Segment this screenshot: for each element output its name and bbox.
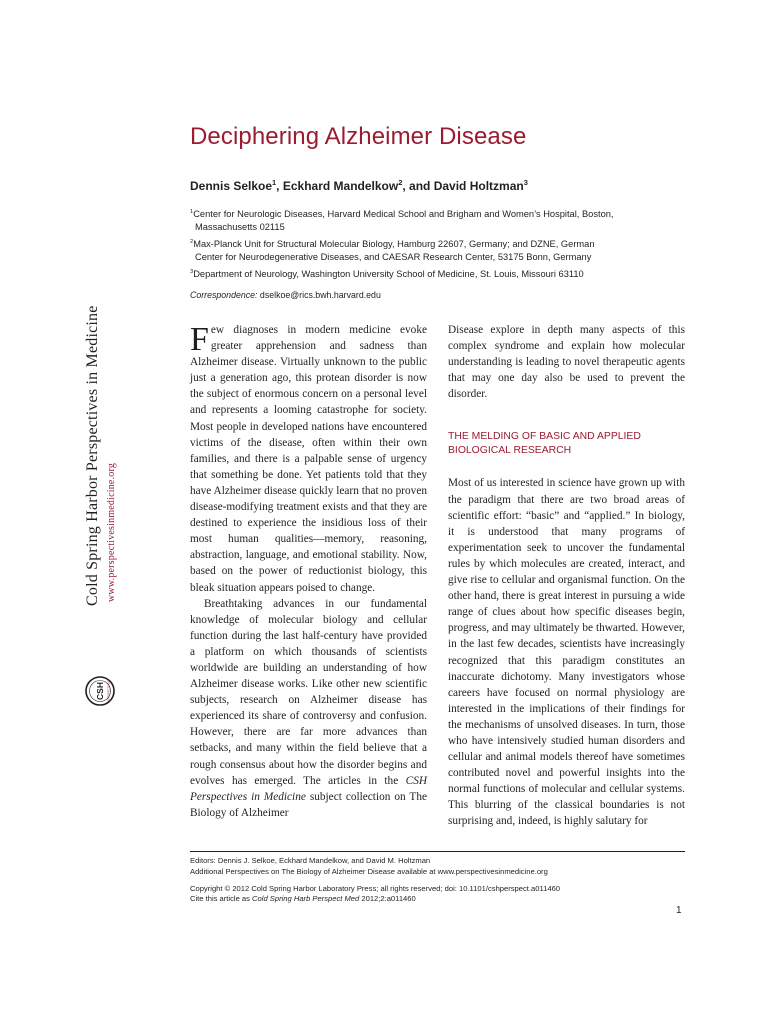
editors-note: Editors: Dennis J. Selkoe, Eckhard Mandelkow, and David M. Holtzman bbox=[190, 856, 431, 865]
affiliation-text: Center for Neurodegenerative Diseases, and CAESAR Research Center, 53175 Bonn, Germany bbox=[195, 252, 592, 262]
csh-perspectives-logo-icon bbox=[83, 665, 117, 717]
citation-prefix: Cite this article as bbox=[190, 894, 253, 903]
copyright-line: Copyright © 2012 Cold Spring Harbor Laboratory Press; all rights reserved; doi: 10.1101/cshperspect.a011460 bbox=[190, 884, 561, 893]
correspondence bbox=[190, 290, 381, 300]
affiliation-3 bbox=[190, 268, 670, 281]
footer-divider bbox=[190, 851, 685, 852]
logo-subtext: PERSPECTIVES bbox=[106, 680, 111, 702]
affiliation-1 bbox=[190, 208, 670, 234]
page-number: 1 bbox=[676, 905, 682, 916]
affiliation-text: Max-Planck Unit for Structural Molecular Biology, Hamburg 22607, Germany; and DZNE, German bbox=[193, 239, 595, 249]
citation-suffix: 2012;2:a011460 bbox=[359, 894, 416, 903]
affiliation-number: 3 bbox=[190, 268, 194, 275]
author-separator: , and bbox=[402, 179, 434, 193]
journal-name-vertical: Cold Spring Harbor Perspectives in Medicine bbox=[84, 305, 101, 606]
affiliation-marker: 2 bbox=[398, 178, 403, 187]
affiliation-2 bbox=[190, 238, 670, 264]
logo-text: CSH bbox=[95, 682, 105, 700]
body-paragraph: Disease explore in depth many aspects of this complex syndrome and explain how molecular understanding is leading to novel therapeutic agents that may one day also be used to prevent the disorder. bbox=[448, 324, 685, 401]
author-name: Dennis Selkoe bbox=[190, 179, 273, 193]
paragraph-text: Breathtaking advances in our fundamental knowledge of molecular biology and cellular function during the last half-century have provided a platform on which thousands of scientists worldwide are building an understanding of how Alzheimer disease works. Like other new scientific subjects, research on Alzheimer disease has experienced its share of controversy and confusion. However, there are far more advances than setbacks, and many within the field believe that a rough consensus about how the disorder begins and evolves has emerged. The articles in the bbox=[190, 597, 427, 787]
body-paragraph: Most of us interested in science have grown up with the paradigm that there are two broad areas of scientific effort: “basic” and “applied.” In biology, it is understood that many programs of experimentation seek to uncover the fundamental rules by which molecules are created, interact, and give rise to cellular and organismal function. On the other hand, there is great interest in pursuing a wide range of clues about how specific diseases begin, progress, and may ultimately be thwarted. However, in the last few decades, scientists have increasingly recognized that this paradigm constitutes an inaccurate dichotomy. Many investigators whose careers have focused on normal physiology are interested in the implications of their findings for the mechanisms of unsolved diseases. In turn, those who have intensively studied human disorders and cellular and animal models thereof have sometimes contributed novel and powerful insights into the normal functions of molecular and cellular systems. This blurring of the classical boundaries is not surprising and, indeed, is highly salutary for bbox=[448, 477, 685, 828]
affiliation-number: 2 bbox=[190, 238, 194, 245]
body-column-left bbox=[190, 322, 427, 821]
affiliation-marker: 3 bbox=[523, 178, 528, 187]
author-name: Eckhard Mandelkow bbox=[282, 179, 399, 193]
correspondence-label: Correspondence: bbox=[190, 290, 258, 300]
author-separator: , bbox=[276, 179, 283, 193]
affiliation-text: Center for Neurologic Diseases, Harvard Medical School and Brigham and Women’s Hospital, Boston, bbox=[193, 209, 614, 219]
affiliation-number: 1 bbox=[190, 208, 194, 215]
body-paragraph bbox=[190, 596, 427, 821]
author-list bbox=[190, 179, 528, 193]
citation-line bbox=[190, 894, 416, 905]
journal-url-vertical: www.perspectivesinmedicine.org bbox=[106, 462, 117, 602]
section-heading: THE MELDING OF BASIC AND APPLIED BIOLOGICAL RESEARCH bbox=[448, 431, 641, 457]
italic-title: CSH Perspectives in Medicine bbox=[190, 774, 427, 803]
intro-paragraph bbox=[190, 322, 427, 596]
additional-perspectives-note: Additional Perspectives on The Biology of Alzheimer Disease available at www.perspectivesinmedicine.org bbox=[190, 867, 548, 876]
affiliation-text: Massachusetts 02115 bbox=[195, 222, 285, 232]
author-name: David Holtzman bbox=[433, 179, 524, 193]
citation-journal: Cold Spring Harb Perspect Med bbox=[252, 894, 360, 903]
article-title: Deciphering Alzheimer Disease bbox=[190, 123, 527, 150]
drop-cap: F bbox=[190, 321, 209, 358]
journal-sidebar bbox=[82, 304, 122, 624]
body-column-right bbox=[448, 322, 685, 830]
paragraph-text: ew diagnoses in modern medicine evoke greater apprehension and sadness than Alzheimer disease. Virtually unknown to the public just a generation ago, this protean disorder is now the subject of enormous concern on a personal level and represents a looming catastrophe for society. Most people in developed nations have encountered victims of the disease, often within their own families, and there is a palpable sense of urgency that something be done. Yet patients told that they have Alzheimer disease quickly learn that no proven disease-modifying treatment exists and that they are destined to experience the insidious loss of their most human qualities—memory, reasoning, abstraction, language, and emotional stability. Now, based on the power of reductionist biology, this bleak situation appears poised to change. bbox=[190, 324, 427, 594]
affiliation-marker: 1 bbox=[272, 178, 277, 187]
correspondence-email: dselkoe@rics.bwh.harvard.edu bbox=[257, 290, 381, 300]
paragraph-text: subject collection on The Biology of Alzheimer bbox=[190, 790, 427, 819]
affiliation-text: Department of Neurology, Washington University School of Medicine, St. Louis, Missouri 63110 bbox=[193, 269, 584, 279]
